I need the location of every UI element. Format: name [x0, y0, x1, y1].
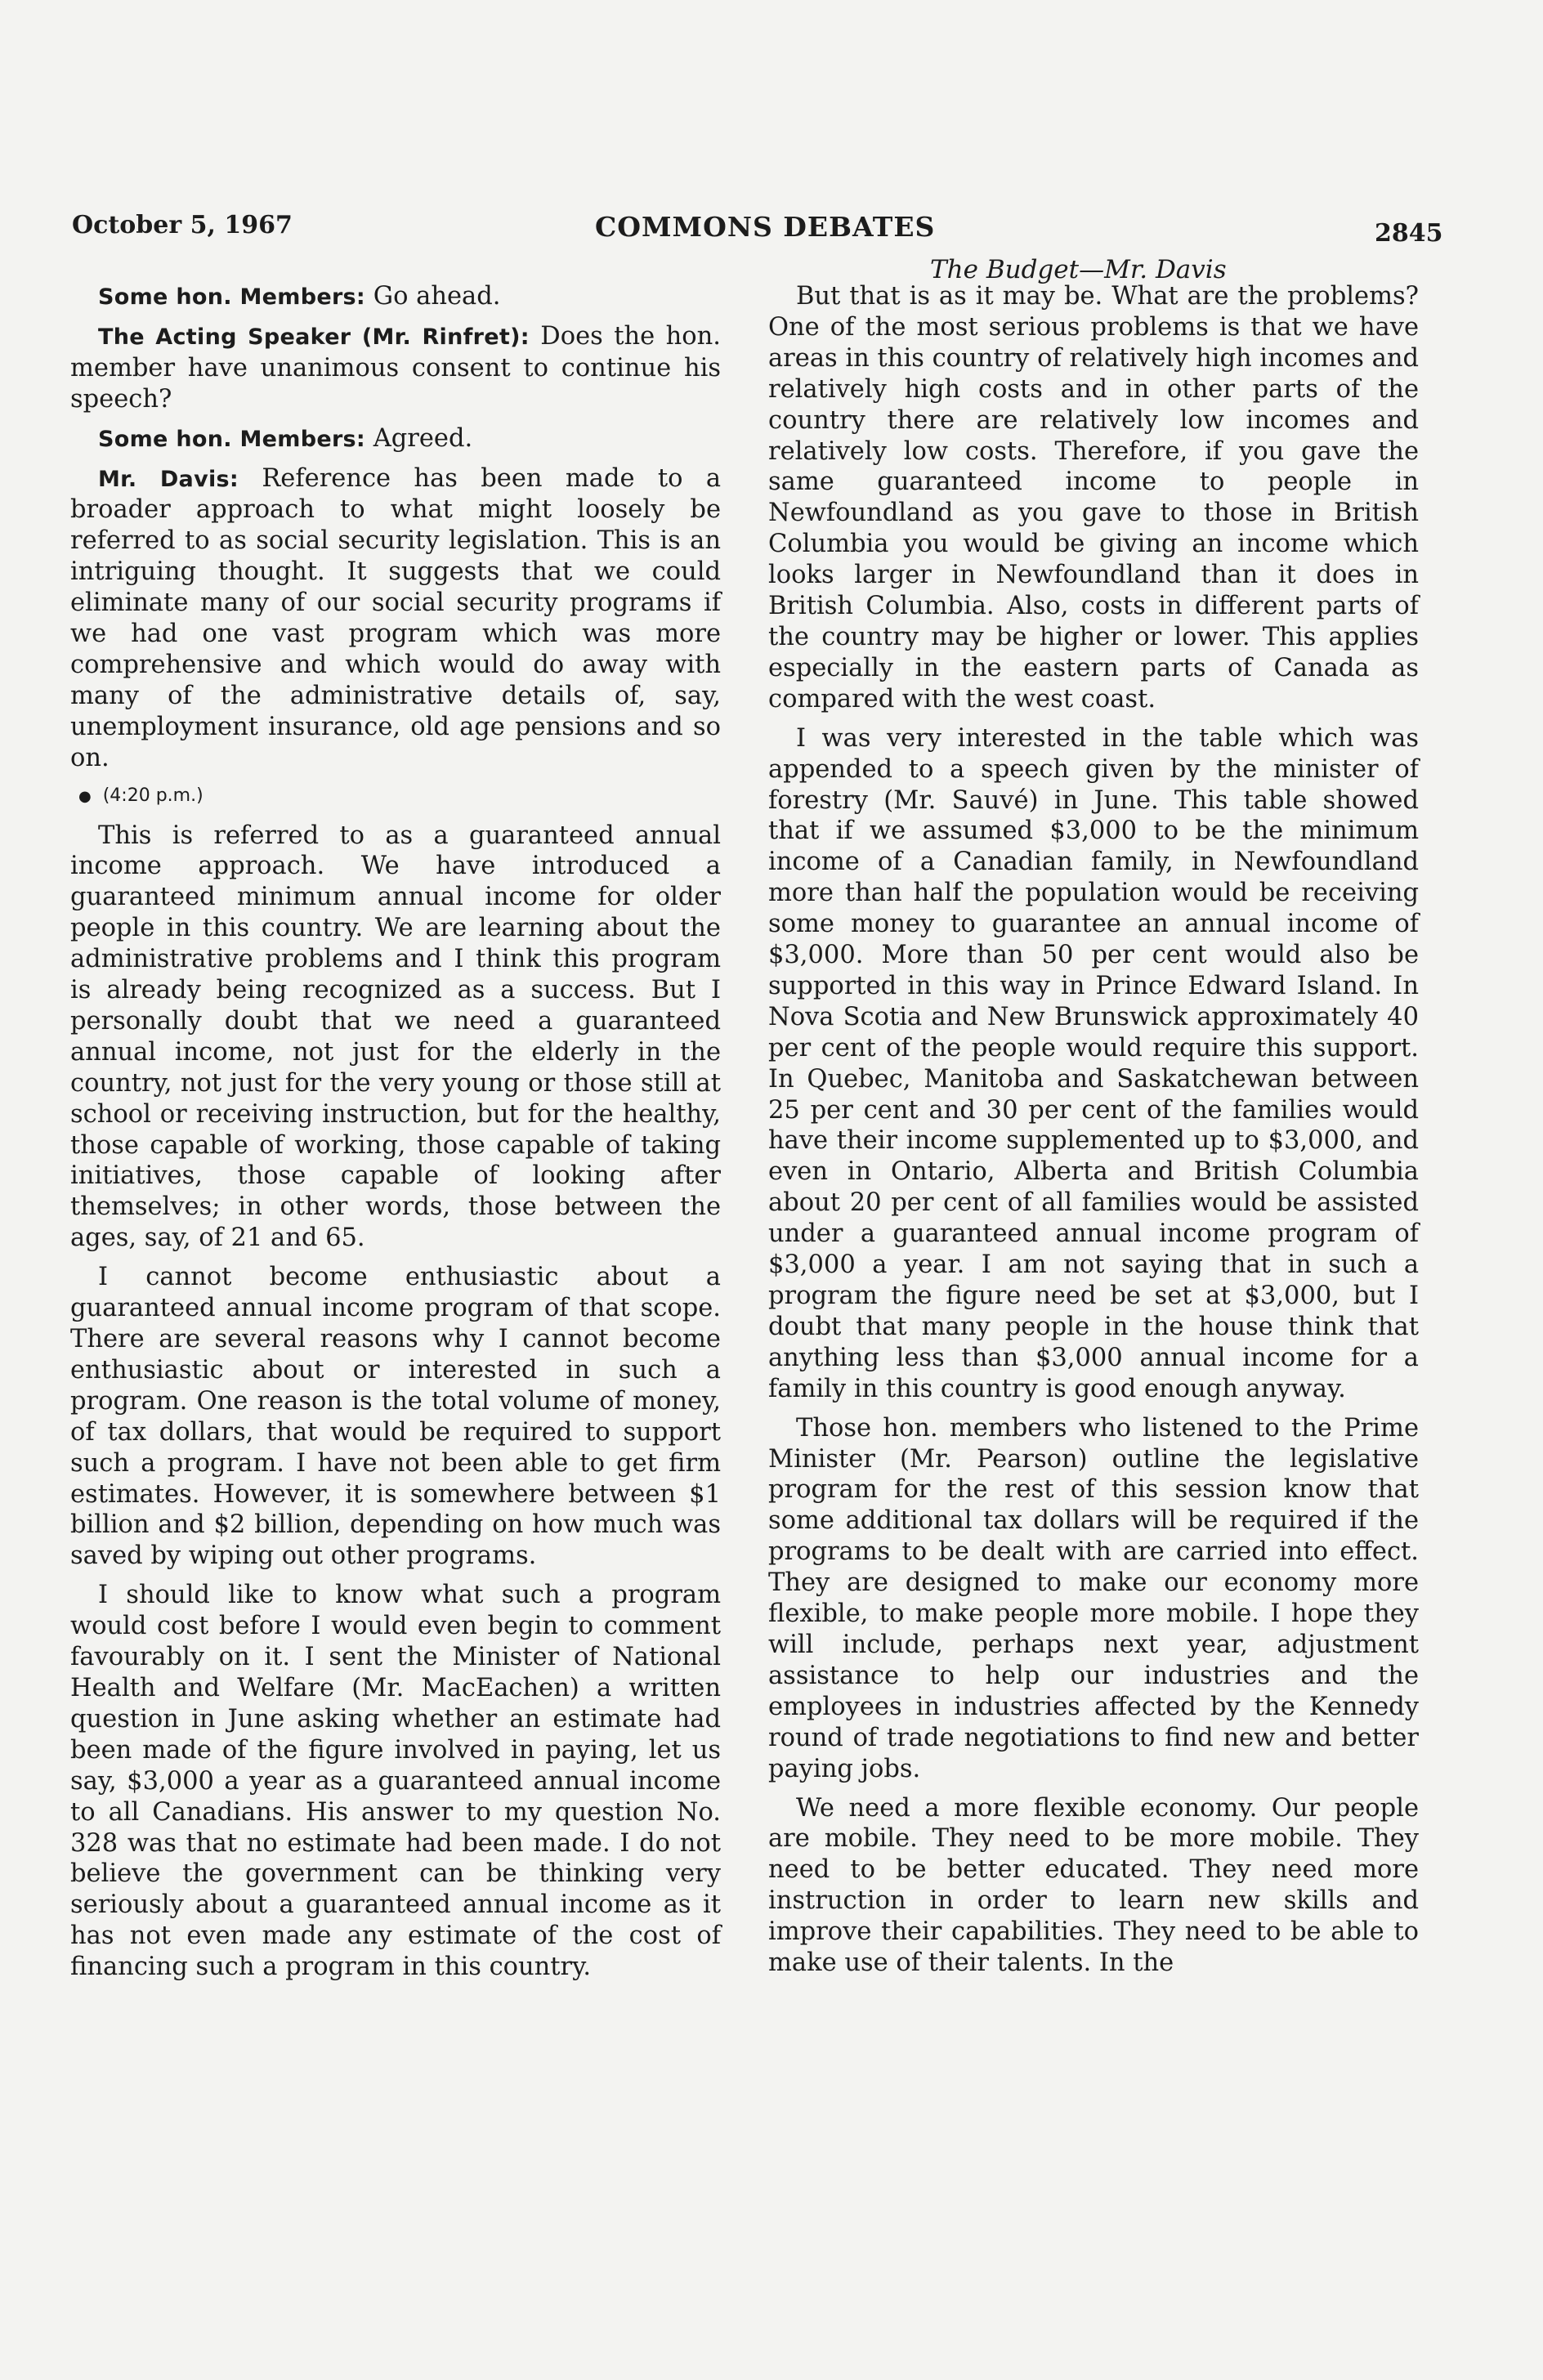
- paragraph: [70, 281, 721, 313]
- speech-text: Does the hon. member have unanimous consent to continue his speech?: [70, 321, 721, 414]
- speaker-label: Mr. Davis:: [98, 466, 239, 492]
- speech-text: Reference has been made to a broader approach to what might loosely be referred to as social security legislation. This is an intriguing thought. It suggests that we could eliminate many of our social security programs if we had one vast program which was more comprehensive and which would do away with many of the administrative details of, say, unemployment insurance, old age pensions and so on.: [70, 463, 721, 772]
- paragraph: I was very interested in the table which was appended to a speech given by the minister of forestry (Mr. Sauvé) in June. This table showed that if we assumed $3,000 to be the minimum income of a Canadian family, in Newfoundland more than half the population would be receiving some money to guarantee an annual income of $3,000. More than 50 per cent would also be supported in this way in Prince Edward Island. In Nova Scotia and New Brunswick approximately 40 per cent of the people would require this support. In Quebec, Manitoba and Saskatchewan between 25 per cent and 30 per cent of the families would have their income supplemented up to $3,000, and even in Ontario, Alberta and British Columbia about 20 per cent of all families would be assisted under a guaranteed annual income program of $3,000 a year. I am not saying that in such a program the figure need be set at $3,000, but I doubt that many people in the house think that anything less than $3,000 annual income for a family in this country is good enough anyway.: [768, 723, 1419, 1403]
- speech-text: Go ahead.: [365, 282, 501, 311]
- header-date: October 5, 1967: [72, 211, 293, 239]
- running-head: The Budget—Mr. Davis: [930, 255, 1227, 284]
- paragraph: [70, 321, 721, 415]
- paragraph: I should like to know what such a program would cost before I would even begin to comment favourably on it. I sent the Minister of National Health and Welfare (Mr. MacEachen) a written question in June asking whether an estimate had been made of the figure involved in paying, let us say, $3,000 a year as a guaranteed annual income to all Canadians. His answer to my question No. 328 was that no estimate had been made. I do not believe the government can be thinking very seriously about a guaranteed annual income as it has not even made any estimate of the cost of financing such a program in this country.: [70, 1581, 721, 1982]
- speech-text: Agreed.: [365, 423, 473, 453]
- header-title: COMMONS DEBATES: [595, 211, 936, 243]
- right-column: [768, 281, 1419, 1979]
- paragraph: We need a more flexible economy. Our people are mobile. They need to be more mobile. They need to be better educated. They need more instruction in order to learn new skills and improve their capabilities. They need to be able to make use of their talents. In the: [768, 1793, 1419, 1978]
- page-number: 2845: [1375, 219, 1443, 248]
- speaker-label: The Acting Speaker (Mr. Rinfret):: [98, 324, 530, 350]
- speaker-label: Some hon. Members:: [98, 426, 366, 452]
- left-column: [70, 281, 721, 1983]
- paragraph: [70, 463, 721, 774]
- paragraph: But that is as it may be. What are the problems? One of the most serious problems is that we have areas in this country of relatively high incomes and relatively high costs and in other parts of the country there are relatively low incomes and relatively low costs. Therefore, if you gave the same guaranteed income to people in Newfoundland as you gave to those in British Columbia you would be giving an income which looks larger in Newfoundland than it does in British Columbia. Also, costs in different parts of the country may be higher or lower. This applies especially in the eastern parts of Canada as compared with the west coast.: [768, 282, 1419, 714]
- time-marker: [78, 781, 721, 812]
- paragraph: I cannot become enthusiastic about a guaranteed annual income program of that scope. There are several reasons why I cannot become enthusiastic about or interested in such a program. One reason is the total volume of money, of tax dollars, that would be required to support such a program. I have not been able to get firm estimates. However, it is somewhere between $1 billion and $2 billion, depending on how much was saved by wiping out other programs.: [70, 1263, 721, 1571]
- paragraph: Those hon. members who listened to the Prime Minister (Mr. Pearson) outline the legislative program for the rest of this session know that some additional tax dollars will be required if the programs to be dealt with are carried into effect. They are designed to make our economy more flexible, to make people more mobile. I hope they will include, perhaps next year, adjustment assistance to help our industries and the employees in industries affected by the Kennedy round of trade negotiations to find new and better paying jobs.: [768, 1413, 1419, 1783]
- bullet-icon: ●: [78, 787, 92, 805]
- speaker-label: Some hon. Members:: [98, 284, 366, 310]
- time-stamp: (4:20 p.m.): [102, 785, 203, 806]
- paragraph: [70, 423, 721, 455]
- paragraph: This is referred to as a guaranteed annual income approach. We have introduced a guaranteed minimum annual income for older people in this country. We are learning about the administrative problems and I think this program is already being recognized as a success. But I personally doubt that we need a guaranteed annual income, not just for the elderly in the country, not just for the very young or those still at school or receiving instruction, but for the healthy, those capable of working, those capable of taking initiatives, those capable of looking after themselves; in other words, those between the ages, say, of 21 and 65.: [70, 821, 721, 1253]
